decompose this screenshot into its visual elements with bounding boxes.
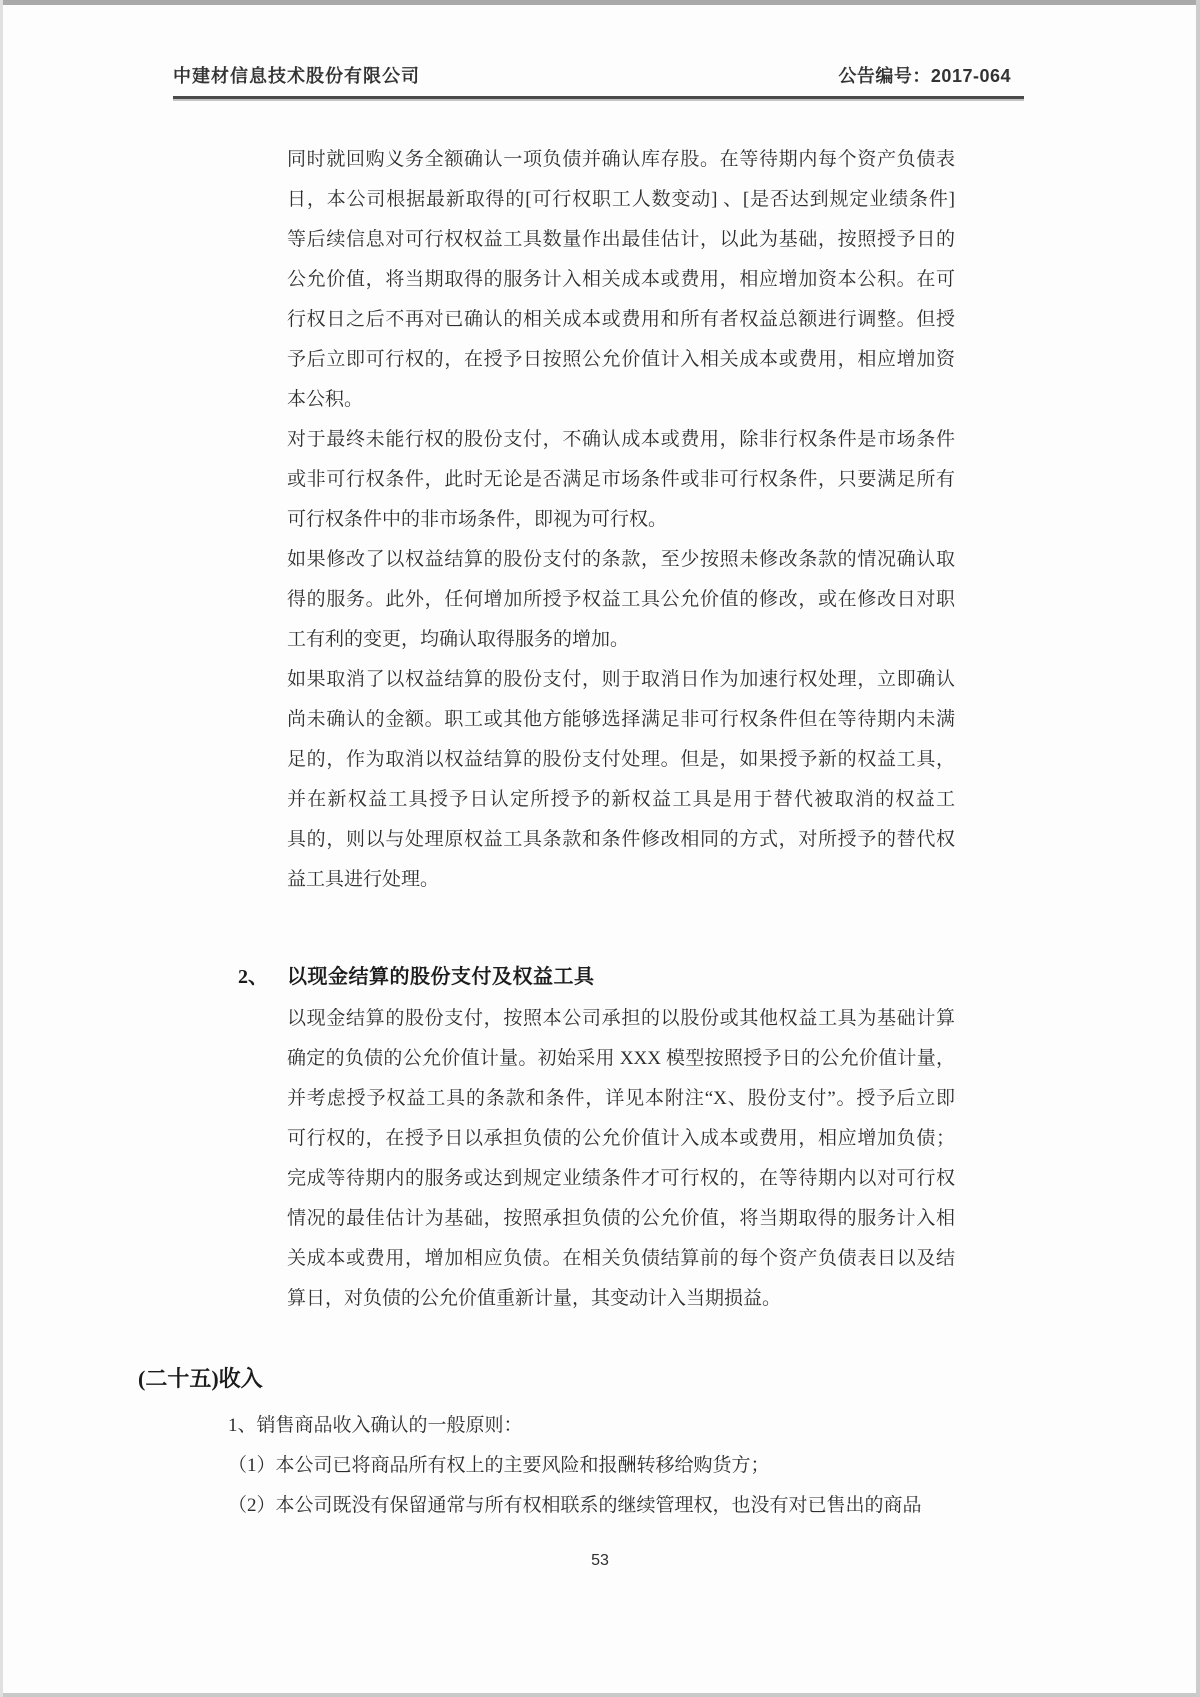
revenue-recognition-items <box>228 1406 988 1526</box>
text-line: 足的，作为取消以权益结算的股份支付处理。但是，如果授予新的权益工具， <box>287 749 955 770</box>
paragraph <box>287 420 955 540</box>
text-line: 并在新权益工具授予日认定所授予的新权益工具是用于替代被取消的权益工 <box>287 789 955 810</box>
header-company-name: 中建材信息技术股份有限公司 <box>173 66 420 86</box>
text-line: 情况的最佳估计为基础，按照承担负债的公允价值，将当期取得的服务计入相 <box>287 1208 955 1229</box>
text-line: 1、销售商品收入确认的一般原则： <box>228 1415 523 1436</box>
text-line: 如果修改了以权益结算的股份支付的条款，至少按照未修改条款的情况确认取 <box>287 549 955 570</box>
header-announcement-number: 公告编号：2017-064 <box>838 66 1011 86</box>
text-line: 具的，则以与处理原权益工具条款和条件修改相同的方式，对所授予的替代权 <box>287 829 955 850</box>
text-line: 并考虑授予权益工具的条款和条件，详见本附注“X、股份支付”。授予后立即 <box>287 1088 955 1109</box>
text-line: 尚未确认的金额。职工或其他方能够选择满足非可行权条件但在等待期内未满 <box>287 709 955 730</box>
scan-edge-top <box>0 0 1200 5</box>
scan-edge-bottom <box>0 1693 1200 1697</box>
section-number: 2、 <box>238 966 268 988</box>
paragraph <box>287 999 955 1319</box>
text-line: 公允价值，将当期取得的服务计入相关成本或费用，相应增加资本公积。在可 <box>287 269 955 290</box>
text-line: 可行权条件中的非市场条件，即视为可行权。 <box>287 509 668 530</box>
text-line: 行权日之后不再对已确认的相关成本或费用和所有者权益总额进行调整。但授 <box>287 309 955 330</box>
text-line: 以现金结算的股份支付，按照本公司承担的以股份或其他权益工具为基础计算 <box>287 1008 955 1029</box>
scan-edge-right <box>1196 0 1200 1697</box>
paragraph <box>228 1406 988 1526</box>
text-line: 益工具进行处理。 <box>287 869 440 890</box>
text-line: 工有利的变更，均确认取得服务的增加。 <box>287 629 630 650</box>
scan-edge-left <box>0 0 3 1697</box>
page-number: 53 <box>591 1552 609 1569</box>
text-line: 关成本或费用，增加相应负债。在相关负债结算前的每个资产负债表日以及结 <box>287 1248 955 1269</box>
section-revenue-heading: (二十五)收入 <box>138 1366 263 1391</box>
paragraph <box>287 540 955 660</box>
header-rule <box>173 96 1024 99</box>
text-line: 予后立即可行权的，在授予日按照公允价值计入相关成本或费用，相应增加资 <box>287 349 955 370</box>
text-line: 等后续信息对可行权权益工具数量作出最佳估计，以此为基础，按照授予日的 <box>287 229 955 250</box>
equity-settled-share-payment-text <box>287 140 955 900</box>
text-line: 对于最终未能行权的股份支付，不确认成本或费用，除非行权条件是市场条件 <box>287 429 955 450</box>
page-header <box>173 62 1025 88</box>
section-cash-settled-heading <box>238 957 958 997</box>
paragraph <box>287 660 955 900</box>
text-line: 可行权的，在授予日以承担负债的公允价值计入成本或费用，相应增加负债； <box>287 1128 955 1149</box>
text-line: 日，本公司根据最新取得的[可行权职工人数变动] 、[是否达到规定业绩条件] <box>287 189 955 210</box>
text-line: 确定的负债的公允价值计量。初始采用 XXX 模型按照授予日的公允价值计量， <box>287 1048 955 1069</box>
section-title: 以现金结算的股份支付及权益工具 <box>287 966 595 988</box>
text-line: （2）本公司既没有保留通常与所有权相联系的继续管理权，也没有对已售出的商品 <box>228 1495 922 1516</box>
text-line: 得的服务。此外，任何增加所授予权益工具公允价值的修改，或在修改日对职 <box>287 589 955 610</box>
text-line: 算日，对负债的公允价值重新计量，其变动计入当期损益。 <box>287 1288 782 1309</box>
text-line: 本公积。 <box>287 389 364 410</box>
paragraph <box>287 140 955 420</box>
text-line: 同时就回购义务全额确认一项负债并确认库存股。在等待期内每个资产负债表 <box>287 149 955 170</box>
text-line: 或非可行权条件，此时无论是否满足市场条件或非可行权条件，只要满足所有 <box>287 469 955 490</box>
cash-settled-share-payment-text <box>287 999 955 1319</box>
text-line: （1）本公司已将商品所有权上的主要风险和报酬转移给购货方； <box>228 1455 770 1476</box>
text-line: 完成等待期内的服务或达到规定业绩条件才可行权的，在等待期内以对可行权 <box>287 1168 955 1189</box>
text-line: 如果取消了以权益结算的股份支付，则于取消日作为加速行权处理，立即确认 <box>287 669 955 690</box>
